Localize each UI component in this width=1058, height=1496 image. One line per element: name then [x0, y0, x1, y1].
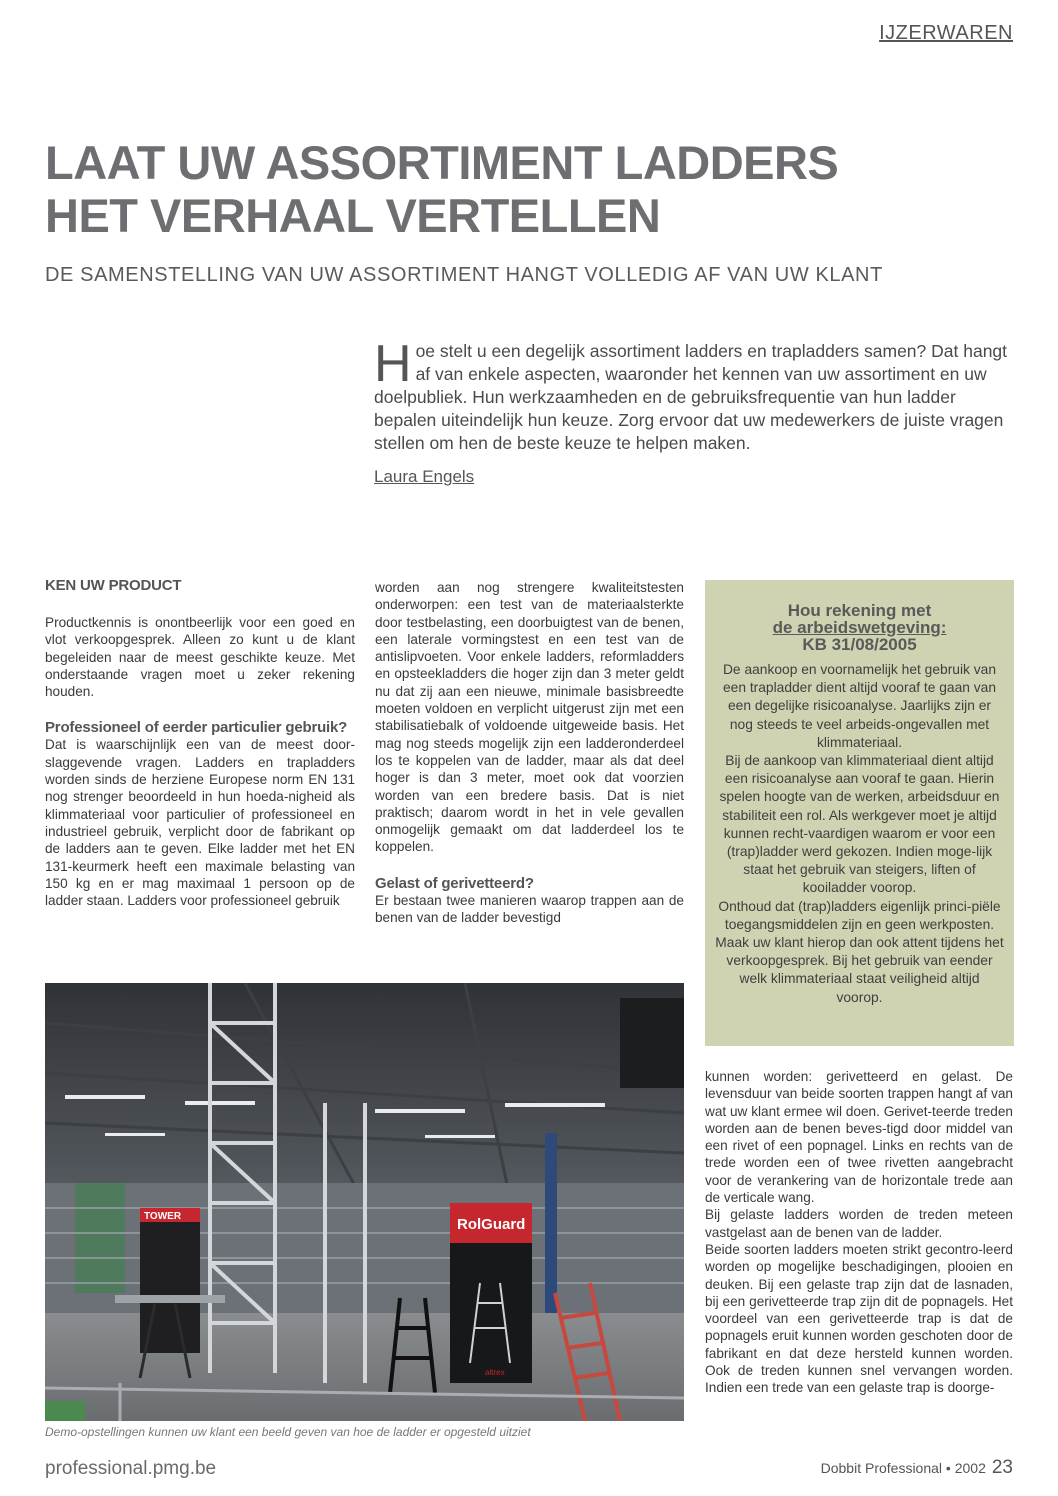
body-paragraph: kunnen worden: gerivetteerd en gelast. De levensduur van beide soorten trappen hangt af van wat uw klant ermee wil doen. Gerivet-teerde treden worden aan de benen beves-tigd door middel van een rivet of een popnagel. Links en rechts van de trede worden een of twee rivetten aangebracht voor de verankering van de horizontale trede aan de verticale wang.: [705, 1069, 1013, 1206]
subheadline: DE SAMENSTELLING VAN UW ASSORTIMENT HANGT VOLLEDIG AF VAN UW KLANT: [45, 264, 883, 286]
intro-dropcap: H: [374, 335, 412, 393]
footer-website-link[interactable]: professional.pmg.be: [45, 1458, 217, 1479]
subheading: Gelast of gerivetteerd?: [375, 874, 534, 892]
rolguard-sign-text: RolGuard: [457, 1216, 526, 1233]
photo-caption: Demo-opstellingen kunnen uw klant een beeld geven van hoe de ladder er opgesteld uitziet: [45, 1425, 531, 1439]
body-paragraph: Beide soorten ladders moeten strikt gecontro-leerd worden op mogelijke beschadigingen, plooien en deuken. Bij een gelaste trap zijn dat de lasnaden, bij een gerivetteerde trap zijn dit de popnagels. Het voordeel van een gerivetteerde trap is dat de popnagels eruit kunnen worden geschoten door de fabrikant en dat deze hersteld kunnen worden. Ook de treden kunnen snel vervangen worden. Indien een trede van een gelaste trap is doorge-: [705, 1241, 1013, 1396]
sidebar-paragraph: De aankoop en voornamelijk het gebruik van een trapladder dient altijd vooraf te gaan van een degelijke risicoanalyse. Jaarlijks zijn er nog steeds te veel arbeids-ongevallen met klimmateriaal.: [722, 662, 997, 750]
sidebar-title-line: de arbeidswetgeving:: [772, 618, 947, 637]
body-paragraph: worden aan nog strengere kwaliteitstesten onderworpen: een test van de materiaalsterkte door testbelasting, een doorbuigtest van de benen, een laterale vormingstest en een test van de antislipvoeten. Voor enkele ladders, reformladders en opsteekladders die hoger zijn dan 3 meter geldt nu dat zij aan een nieuwe, minimale basisbreedte moeten voldoen en verplicht uitgerust zijn met een stabilisatiebalk of voldoende uitgeweide basis. Het mag nog steeds mogelijk zijn een ladderonderdeel los te koppelen van de ladder, maar als dat deel hoger is dan 3 meter, moet ook dat voorzien worden van een bredere basis. Dat is niet praktisch; daarom wordt in het in vele gevallen onmogelijk gemaakt om dat ladderdeel los te koppelen.: [375, 580, 684, 855]
headline-line-2: HET VERHAAL VERTELLEN: [45, 189, 661, 242]
section-tag: IJZERWAREN: [879, 22, 1013, 44]
subheading: Professioneel of eerder particulier gebruik?: [45, 719, 348, 737]
sidebar-paragraph: Bij de aankoop van klimmateriaal dient altijd een risicoanalyse aan vooraf te gaan. Hierin spelen hoogte van de werken, arbeidsduur en stabiliteit een rol. Als werkgever moet je altijd kunnen recht-vaardigen waarom er voor een (trap)ladder werd gekozen. Indien moge-lijk staat het gebruik van steigers, liften of kooiladder voorop.: [719, 753, 1000, 896]
footer-publication: [821, 1457, 1013, 1479]
author-byline[interactable]: Laura Engels: [374, 467, 475, 486]
article-column-2: [375, 579, 684, 926]
headline: [45, 136, 945, 242]
store-photo-illustration: [45, 983, 684, 1421]
article-column-3: [705, 1068, 1013, 1397]
legislation-sidebar: [705, 580, 1014, 1046]
article-column-1: [45, 578, 355, 909]
body-paragraph: Bij gelaste ladders worden de treden meteen vastgelast aan de benen van de ladder.: [705, 1207, 1013, 1240]
headline-line-1: LAAT UW ASSORTIMENT LADDERS: [45, 136, 839, 189]
body-paragraph: Er bestaan twee manieren waarop trappen aan de benen van de ladder bevestigd: [375, 892, 684, 926]
sidebar-paragraph: Onthoud dat (trap)ladders eigenlijk princi-piële toegangsmiddelen zijn en geen werkposten. Maak uw klant hierop dan ook attent tijdens het verkoopgesprek. Bij het gebruik van eender welk klimmateriaal staat veiligheid altijd voorop.: [715, 898, 1004, 1005]
intro-text: oe stelt u een degelijk assortiment ladders en trapladders samen? Dat hangt af van enkele aspecten, waaronder het kennen van uw assortiment en uw doelpubliek. Hun werkzaamheden en de gebruiksfrequentie van hun ladder bepalen uiteindelijk hun keuze. Zorg ervoor dat uw medewerkers de juiste vragen stellen om hen de beste keuze te helpen maken.: [374, 341, 1008, 453]
sidebar-title: [715, 602, 1004, 653]
store-photo: [45, 983, 684, 1421]
body-paragraph: Dat is waarschijnlijk een van de meest door-slaggevende vragen. Ladders en trapladders worden sinds de herziene Europese norm EN 131 nog strenger beoordeeld in hun hoeda-nigheid als klimmateriaal voor particulier of professioneel en industrieel gebruik, verplicht door de fabrikant op de ladders aan te geven. Elke ladder met het EN 131-keurmerk heeft een maximale belasting van 150 kg en er mag maximaal 1 persoon op de ladder staan. Ladders voor professioneel gebruik: [45, 737, 355, 909]
body-paragraph: Productkennis is onontbeerlijk voor een goed en vlot verkoopgesprek. Alleen zo kunt u de klant begeleiden naar de meest geschikte keuze. Met onderstaande vragen moet u zeker rekening houden.: [45, 615, 355, 700]
footer-publication-name: Dobbit Professional • 2002: [820, 1460, 986, 1476]
section-heading: KEN UW PRODUCT: [45, 577, 182, 594]
sidebar-title-line: KB 31/08/2005: [802, 635, 917, 654]
page-number: 23: [991, 1457, 1013, 1478]
altrex-sign-text: altrex: [485, 1368, 505, 1377]
intro-paragraph: [374, 335, 1014, 455]
sidebar-title-line: Hou rekening met: [787, 601, 932, 620]
tower-sign-text: TOWER: [144, 1211, 182, 1222]
